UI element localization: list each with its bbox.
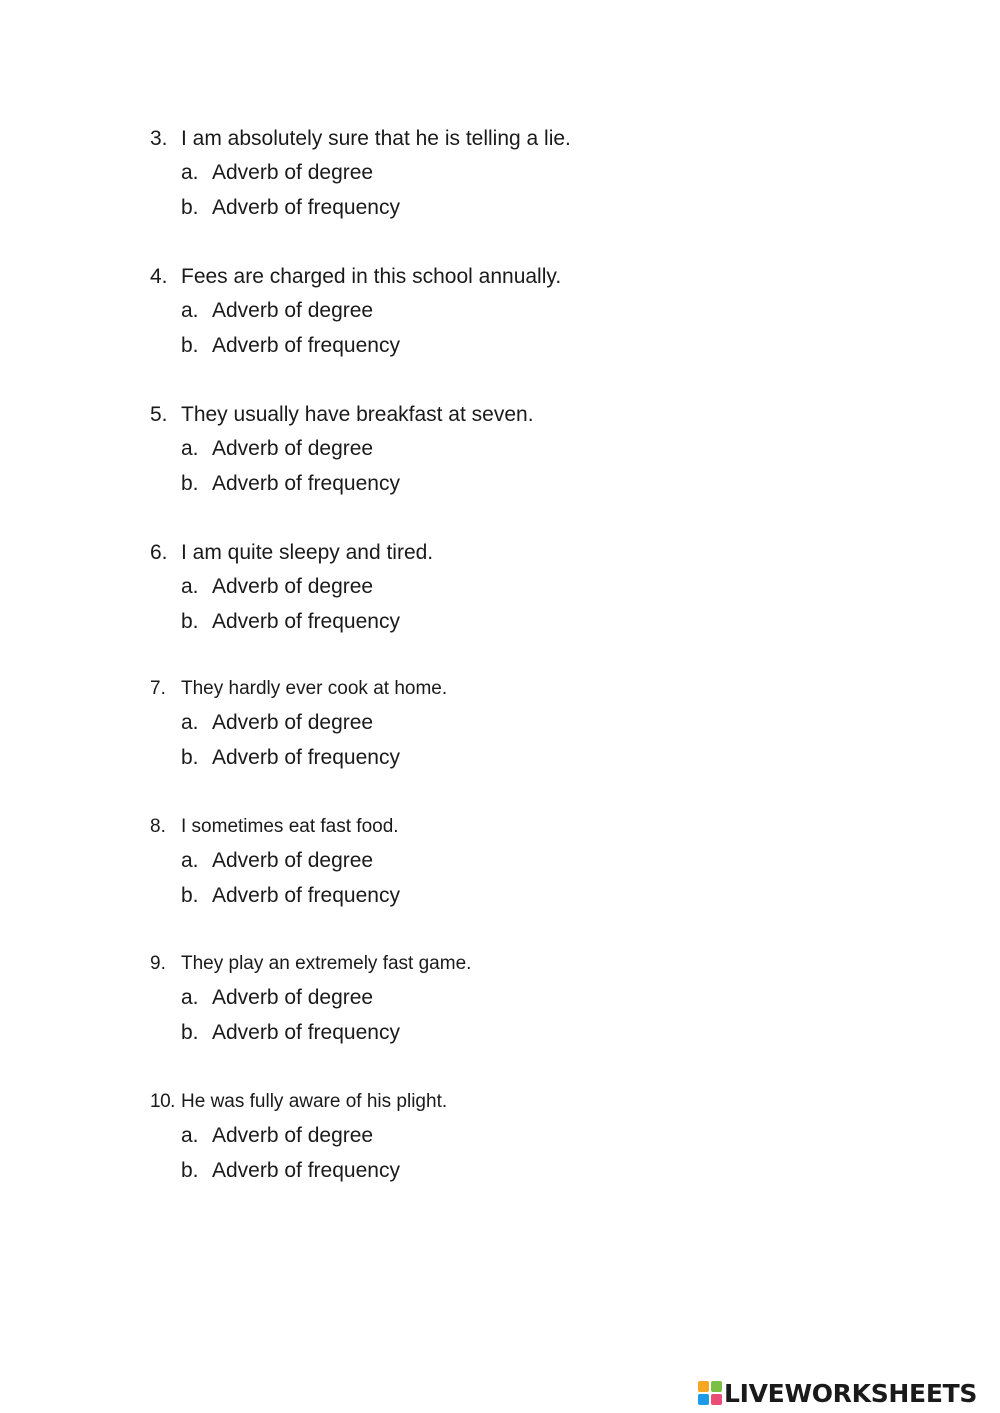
question-stem — [150, 947, 910, 981]
option-b[interactable] — [181, 329, 910, 364]
option-letter: a. — [181, 299, 199, 322]
question-text: They usually have breakfast at seven. — [181, 403, 534, 426]
option-letter: b. — [181, 195, 199, 219]
option-letter: a. — [181, 575, 199, 598]
option-text: Adverb of degree — [212, 575, 374, 598]
logo-cell — [698, 1381, 709, 1392]
option-b[interactable] — [181, 605, 910, 640]
logo-grid-icon — [698, 1381, 722, 1405]
option-text: Adverb of degree — [212, 849, 374, 872]
question-3 — [150, 122, 910, 225]
question-text: Fees are charged in this school annually. — [181, 265, 562, 288]
question-text: I am absolutely sure that he is telling a lie. — [181, 127, 571, 150]
option-b[interactable] — [181, 741, 910, 776]
question-9 — [150, 947, 910, 1050]
option-letter: a. — [181, 711, 199, 734]
question-stem — [150, 398, 910, 432]
logo-cell — [698, 1394, 709, 1405]
option-text: Adverb of degree — [212, 299, 374, 322]
option-text: Adverb of degree — [212, 161, 374, 184]
option-letter: b. — [181, 1020, 199, 1044]
option-text: Adverb of frequency — [212, 471, 400, 495]
option-a[interactable] — [181, 570, 910, 605]
question-number: 6. — [150, 541, 168, 564]
question-text: I sometimes eat fast food. — [181, 816, 399, 837]
option-text: Adverb of frequency — [212, 745, 400, 769]
option-b[interactable] — [181, 467, 910, 502]
question-number: 9. — [150, 953, 166, 974]
option-a[interactable] — [181, 294, 910, 329]
question-10 — [150, 1085, 910, 1188]
question-number: 7. — [150, 678, 166, 699]
question-text: He was fully aware of his plight. — [181, 1091, 448, 1112]
question-number: 5. — [150, 403, 168, 426]
logo-cell — [711, 1381, 722, 1392]
option-text: Adverb of degree — [212, 1124, 374, 1147]
option-a[interactable] — [181, 432, 910, 467]
option-letter: b. — [181, 1158, 199, 1182]
option-text: Adverb of degree — [212, 711, 374, 734]
option-letter: a. — [181, 849, 199, 872]
question-number: 3. — [150, 127, 168, 150]
question-5 — [150, 398, 910, 501]
option-text: Adverb of degree — [212, 437, 374, 460]
question-7 — [150, 672, 910, 775]
question-number: 10. — [150, 1091, 175, 1112]
option-b[interactable] — [181, 879, 910, 914]
option-letter: b. — [181, 333, 199, 357]
option-letter: b. — [181, 609, 199, 633]
option-text: Adverb of frequency — [212, 333, 400, 357]
option-b[interactable] — [181, 191, 910, 226]
logo-cell — [711, 1394, 722, 1405]
option-b[interactable] — [181, 1016, 910, 1051]
question-stem — [150, 122, 910, 156]
question-text: I am quite sleepy and tired. — [181, 541, 434, 564]
question-text: They play an extremely fast game. — [181, 953, 472, 974]
question-4 — [150, 260, 910, 363]
question-stem — [150, 260, 910, 294]
option-b[interactable] — [181, 1154, 910, 1189]
option-letter: b. — [181, 745, 199, 769]
option-text: Adverb of frequency — [212, 1020, 400, 1044]
option-a[interactable] — [181, 706, 910, 741]
question-number: 4. — [150, 265, 168, 288]
option-text: Adverb of degree — [212, 986, 374, 1009]
question-8 — [150, 810, 910, 913]
question-stem — [150, 1085, 910, 1119]
option-a[interactable] — [181, 156, 910, 191]
option-letter: b. — [181, 471, 199, 495]
option-letter: a. — [181, 437, 199, 460]
option-letter: a. — [181, 986, 199, 1009]
option-text: Adverb of frequency — [212, 883, 400, 907]
option-letter: a. — [181, 1124, 199, 1147]
question-stem — [150, 536, 910, 570]
option-a[interactable] — [181, 1119, 910, 1154]
question-stem — [150, 672, 910, 706]
logo-text: LIVEWORKSHEETS — [724, 1378, 978, 1408]
question-stem — [150, 810, 910, 844]
liveworksheets-logo — [698, 1378, 977, 1408]
option-text: Adverb of frequency — [212, 1158, 400, 1182]
option-letter: b. — [181, 883, 199, 907]
question-number: 8. — [150, 816, 166, 837]
option-text: Adverb of frequency — [212, 609, 400, 633]
question-6 — [150, 536, 910, 639]
option-text: Adverb of frequency — [212, 195, 400, 219]
option-a[interactable] — [181, 844, 910, 879]
option-letter: a. — [181, 161, 199, 184]
question-text: They hardly ever cook at home. — [181, 678, 448, 699]
option-a[interactable] — [181, 981, 910, 1016]
